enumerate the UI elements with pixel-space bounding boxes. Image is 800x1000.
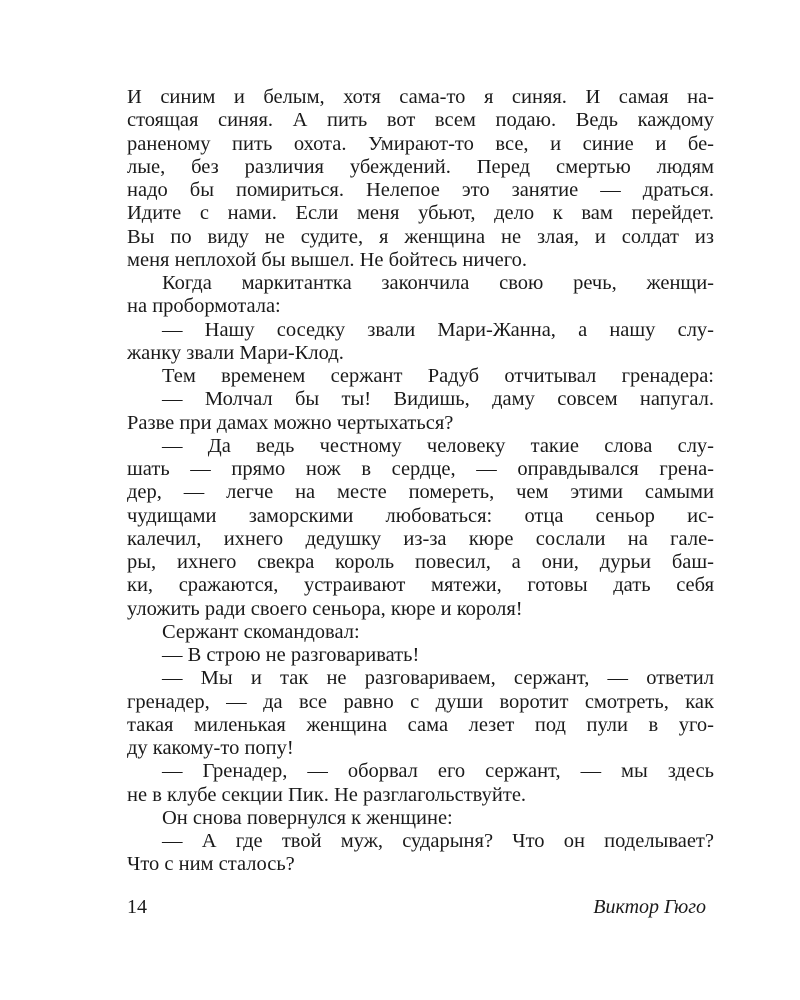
text-line: раненому пить охота. Умирают-то все, и синие и бе- (127, 132, 714, 155)
text-line: Когда маркитантка закончила свою речь, женщи- (162, 272, 714, 294)
text-line: уложить ради своего сеньора, кюре и короля! (127, 597, 523, 620)
page-number: 14 (127, 896, 147, 918)
text-line: — Мы и так не разговариваем, сержант, — ответил (162, 667, 714, 690)
text-line: Тем временем сержант Радуб отчитывал гренадера: (162, 365, 714, 387)
text-line: Что с ним сталось? (127, 853, 295, 876)
text-line: ки, сражаются, устраивают мятежи, готовы дать себя (127, 574, 714, 597)
text-line: — Нашу соседку звали Мари-Жанна, а нашу слу- (162, 318, 714, 341)
text-line: такая миленькая женщина сама лезет под пули в уго- (127, 713, 714, 736)
text-line: меня неплохой бы вышел. Не бойтесь ничего. (127, 248, 528, 271)
text-line: Сержант скомандовал: (162, 620, 360, 643)
text-line: Вы по виду не судите, я женщина не злая, и солдат из (127, 225, 714, 248)
text-line: — Да ведь честному человеку такие слова слу- (162, 434, 714, 457)
text-line: Разве при дамах можно чертыхаться? (127, 411, 454, 434)
text-line: Идите с нами. Если меня убьют, дело к вам перейдет. (127, 202, 714, 225)
text-line: жанку звали Мари-Клод. (127, 341, 344, 364)
text-line: на пробормотала: (127, 295, 281, 318)
text-line: ры, ихнего свекра король повесил, а они, дурьи баш- (127, 551, 714, 573)
text-line: надо бы помириться. Нелепое это занятие — драться. (127, 179, 714, 201)
text-line: калечил, ихнего дедушку из-за кюре сослали на гале- (127, 527, 714, 550)
text-line: — А где твой муж, сударыня? Что он поделывает? (162, 830, 714, 852)
text-line: И синим и белым, хотя сама-то я синяя. И самая на- (127, 86, 714, 108)
text-line: — Гренадер, — оборвал его сержант, — мы здесь (162, 760, 714, 783)
text-line: ду какому-то попу! (127, 737, 294, 759)
text-line: Он снова повернулся к женщине: (162, 806, 453, 829)
text-line: дер, — легче на месте помереть, чем этими самыми (127, 481, 714, 504)
text-line: — Молчал бы ты! Видишь, даму совсем напугал. (162, 388, 714, 411)
running-footer-author: Виктор Гюго (593, 896, 706, 918)
page-body-text (127, 86, 714, 877)
text-line: шать — прямо нож в сердце, — оправдывался грена- (127, 458, 714, 480)
text-line: — В строю не разговаривать! (162, 644, 420, 666)
text-line: лые, без различия убеждений. Перед смертью людям (127, 155, 714, 178)
text-line: стоящая синяя. А пить вот всем подаю. Ведь каждому (127, 109, 714, 132)
text-line: чудищами заморскими любоваться: отца сеньор ис- (127, 504, 714, 527)
text-line: гренадер, — да все равно с души воротит смотреть, как (127, 690, 714, 713)
text-line: не в клубе секции Пик. Не разглагольствуйте. (127, 783, 527, 806)
